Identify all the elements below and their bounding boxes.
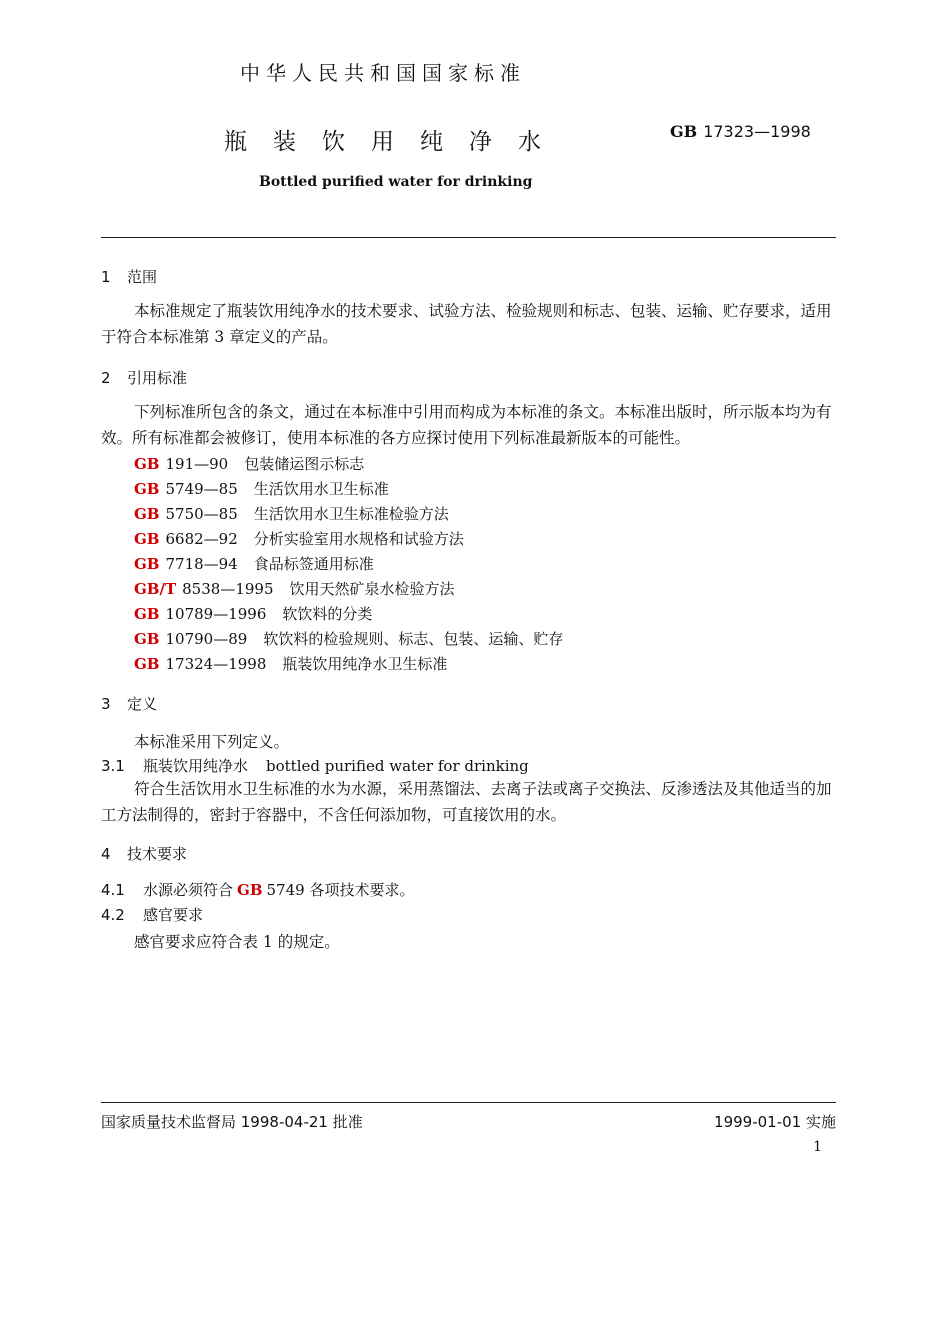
- standard-code-number: 17323—1998: [703, 122, 811, 141]
- reference-item: [134, 453, 364, 474]
- footer-divider: [101, 1102, 836, 1103]
- reference-name: 瓶装饮用纯净水卫生标准: [282, 655, 448, 673]
- subsection-4-2-text: 感官要求应符合表 1 的规定。: [134, 933, 340, 951]
- section-1-text: 本标准规定了瓶装饮用纯净水的技术要求、试验方法、检验规则和标志、包装、运输、贮存要求，适用于符合本标准第 3 章定义的产品。: [101, 302, 832, 346]
- subsection-3-1: 3.1 瓶装饮用纯净水 bottled purified water for drinking: [101, 757, 529, 775]
- reference-name: 分析实验室用水规格和试验方法: [253, 530, 464, 548]
- reference-code: 5749—85: [165, 480, 238, 498]
- reference-prefix: GB: [134, 630, 160, 648]
- subsection-4-2: 4.2 感官要求: [101, 906, 204, 924]
- subsection-4-1: 4.1 水源必须符合 GB 5749 各项技术要求。: [101, 881, 415, 899]
- document-title-en: Bottled purified water for drinking: [259, 174, 533, 190]
- reference-prefix: GB: [134, 455, 160, 473]
- section-2-text: 下列标准所包含的条文，通过在本标准中引用而构成为本标准的条文。本标准出版时，所示版本均为有效。所有标准都会被修订，使用本标准的各方应探讨使用下列标准最新版本的可能性。: [101, 403, 832, 447]
- national-standard-header: 中华人民共和国国家标准: [240, 61, 526, 85]
- standard-code: [670, 122, 811, 141]
- reference-item: [134, 653, 447, 674]
- reference-item: [134, 553, 374, 574]
- reference-name: 软饮料的分类: [282, 605, 373, 623]
- reference-prefix: GB: [134, 480, 160, 498]
- section-1-heading: 1 范围: [101, 268, 158, 286]
- reference-prefix: GB: [134, 505, 160, 523]
- reference-prefix: GB: [134, 555, 160, 573]
- section-2-heading: 2 引用标准: [101, 369, 188, 387]
- reference-code: 8538—1995: [182, 580, 274, 598]
- reference-name: 包装储运图示标志: [244, 455, 365, 473]
- reference-code: 191—90: [165, 455, 229, 473]
- page-number: 1: [813, 1139, 822, 1155]
- section-3-heading: 3 定义: [101, 695, 158, 713]
- reference-item: [134, 478, 389, 499]
- reference-name: 生活饮用水卫生标准: [253, 480, 389, 498]
- reference-code: 10790—89: [165, 630, 248, 648]
- reference-item: [134, 578, 455, 599]
- document-title-cn: 瓶装饮用纯净水: [224, 129, 567, 155]
- reference-prefix: GB: [134, 655, 160, 673]
- reference-item: [134, 628, 563, 649]
- reference-prefix: GB: [134, 605, 160, 623]
- reference-code: 10789—1996: [165, 605, 267, 623]
- reference-name: 饮用天然矿泉水检验方法: [289, 580, 455, 598]
- subsection-3-1-text: 符合生活饮用水卫生标准的水为水源，采用蒸馏法、去离子法或离子交换法、反渗透法及其他适当的加工方法制得的，密封于容器中，不含任何添加物，可直接饮用的水。: [101, 780, 832, 824]
- header-divider: [101, 237, 836, 238]
- reference-name: 食品标签通用标准: [253, 555, 374, 573]
- reference-code: 6682—92: [165, 530, 238, 548]
- reference-prefix: GB/T: [134, 580, 177, 598]
- reference-item: [134, 528, 464, 549]
- reference-prefix: GB: [134, 530, 160, 548]
- reference-name: 软饮料的检验规则、标志、包装、运输、贮存: [263, 630, 564, 648]
- reference-name: 生活饮用水卫生标准检验方法: [253, 505, 449, 523]
- reference-item: [134, 503, 449, 524]
- section-4-heading: 4 技术要求: [101, 845, 188, 863]
- reference-item: [134, 603, 372, 624]
- reference-code: 5750—85: [165, 505, 238, 523]
- reference-code: 7718—94: [165, 555, 238, 573]
- approval-info: 国家质量技术监督局 1998-04-21 批准: [101, 1113, 363, 1131]
- reference-code: 17324—1998: [165, 655, 267, 673]
- standard-code-prefix: GB: [670, 122, 698, 141]
- effective-date: 1999-01-01 实施: [714, 1113, 836, 1131]
- section-3-intro: 本标准采用下列定义。: [134, 733, 290, 751]
